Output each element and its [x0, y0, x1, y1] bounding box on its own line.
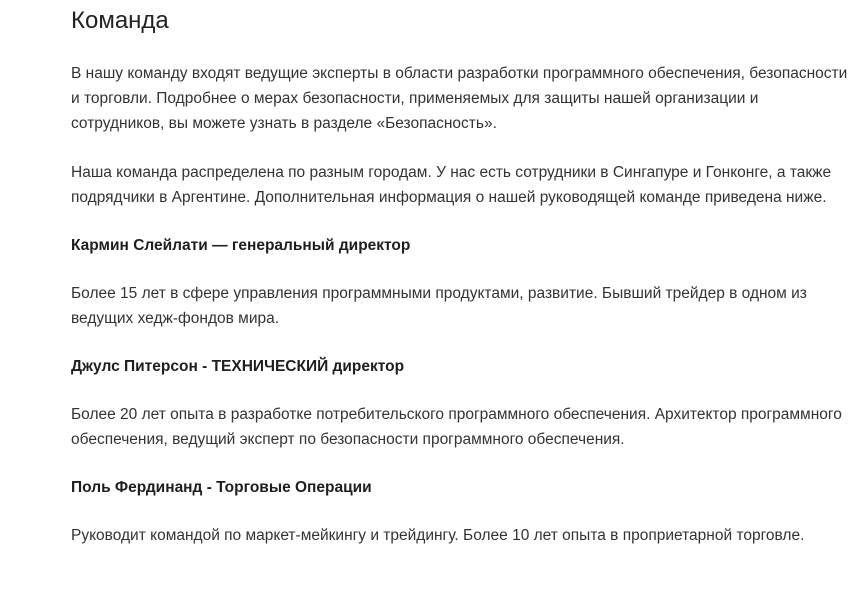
member-bio: Более 15 лет в сфере управления программными продуктами, развитие. Бывший трейдер в одном из ведущих хедж-фондов мира.	[71, 285, 807, 327]
member-bio: Руководит командой по маркет-мейкингу и трейдингу. Более 10 лет опыта в проприетарной торговле.	[71, 527, 805, 544]
intro-paragraph: В нашу команду входят ведущие эксперты в области разработки программного обеспечения, безопасности и торговли. Подробнее о мерах безопасности, применяемых для защиты нашей организации и сотрудников, вы можете узнать в разделе «Безопасность».	[71, 65, 848, 132]
member-name: Кармин Слейлати — генеральный директор	[71, 237, 411, 254]
member-name: Поль Фердинанд - Торговые Операции	[71, 479, 372, 496]
member-bio: Более 20 лет опыта в разработке потребительского программного обеспечения. Архитектор программного обеспечения, ведущий эксперт по безопасности программного обеспечения.	[71, 406, 842, 448]
member-name: Джулс Питерсон - ТЕХНИЧЕСКИЙ директор	[71, 358, 405, 375]
team-member	[71, 475, 851, 548]
team-member	[71, 233, 851, 331]
page-title: Команда	[71, 7, 169, 34]
team-member	[71, 354, 851, 452]
team-section	[71, 0, 851, 548]
intro-paragraph: Наша команда распределена по разным городам. У нас есть сотрудники в Сингапуре и Гонконге, а также подрядчики в Аргентине. Дополнительная информация о нашей руководящей команде приведена ниже.	[71, 164, 832, 206]
